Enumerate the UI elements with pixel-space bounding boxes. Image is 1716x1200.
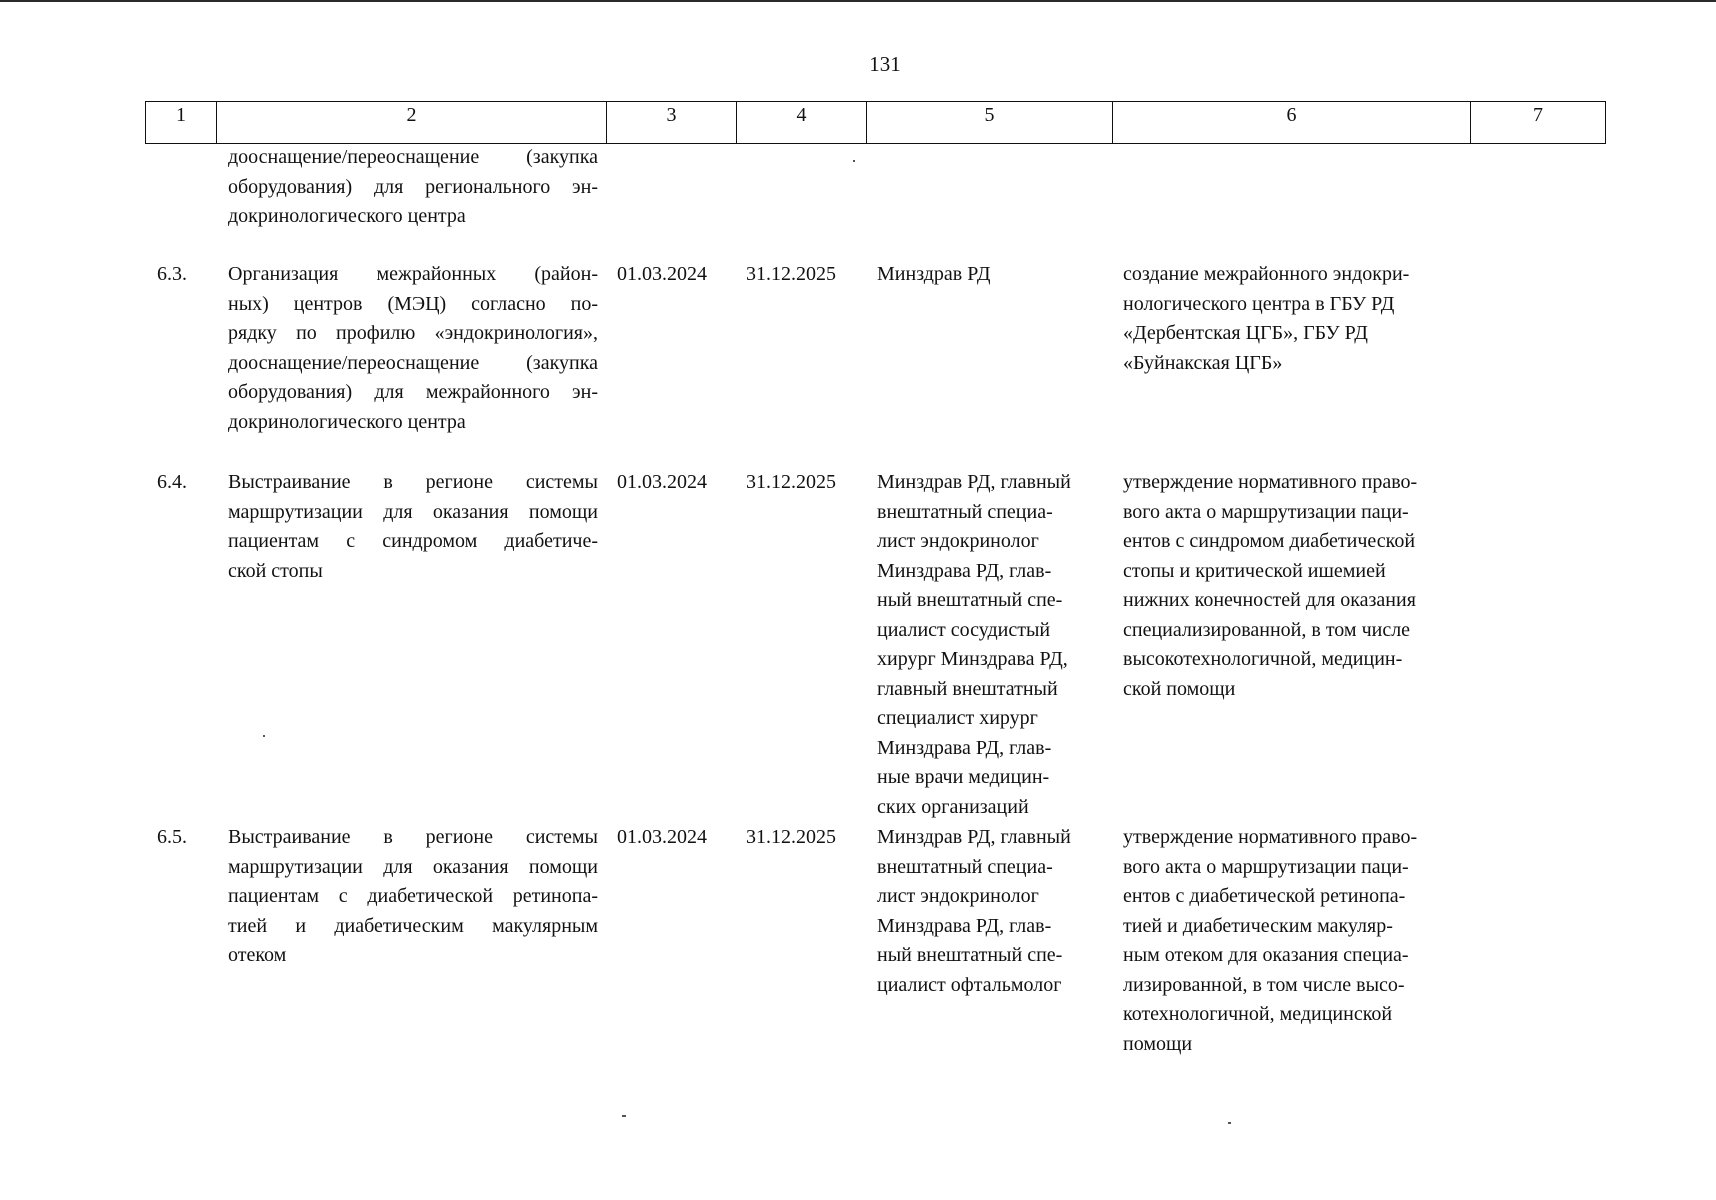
row-result	[1123, 260, 1468, 378]
executor-line: хирург Минздрава РД,	[877, 648, 1068, 670]
column-header-7: 7	[1471, 102, 1606, 144]
row-number: 6.4.	[157, 471, 187, 493]
result-line: «Дербентская ЦГБ», ГБУ РД	[1123, 322, 1368, 344]
executor-line: Минздрав РД, главный	[877, 471, 1071, 493]
result-line: утверждение нормативного право-	[1123, 826, 1418, 848]
column-header-3: 3	[607, 102, 737, 144]
end-date: 31.12.2025	[746, 263, 836, 285]
row-number: 6.5.	[157, 826, 187, 848]
scan-speck	[263, 735, 265, 737]
start-date: 01.03.2024	[617, 263, 707, 285]
scan-edge	[0, 0, 1716, 2]
executor-line: внештатный специа-	[877, 855, 1053, 878]
result-line: тией и диабетическим макуляр-	[1123, 914, 1393, 937]
result-line: котехнологичной, медицинской	[1123, 1003, 1393, 1025]
result-line: нижних конечностей для оказания	[1123, 589, 1416, 611]
executor-line: Минздрав РД	[877, 263, 991, 285]
column-header-row	[146, 102, 1606, 144]
executor-line: лист эндокринолог	[877, 530, 1039, 552]
scan-speck	[1228, 1122, 1231, 1124]
description-line: рядку по профилю «эндокринология»,	[228, 322, 598, 344]
column-header-table	[145, 101, 1606, 144]
executor-line: циалист офтальмолог	[877, 973, 1062, 996]
row-number: 6.3.	[157, 263, 187, 285]
result-line: специализированной, в том числе	[1123, 618, 1411, 641]
result-line: утверждение нормативного право-	[1123, 471, 1418, 493]
row-description	[228, 468, 598, 586]
result-line: стопы и критической ишемией	[1123, 559, 1386, 582]
executor-line: Минздрава РД, глав-	[877, 736, 1052, 759]
executor-line: Минздрав РД, главный	[877, 826, 1071, 848]
executor-line: циалист сосудистый	[877, 618, 1051, 641]
description-line: дооснащение/переоснащение (закупка	[228, 351, 598, 374]
executor-line: ный внештатный спе-	[877, 589, 1063, 611]
row-description	[228, 260, 598, 437]
result-line: нологического центра в ГБУ РД	[1123, 292, 1395, 315]
end-date: 31.12.2025	[746, 471, 836, 493]
result-line: ентов с синдромом диабетической	[1123, 530, 1416, 552]
column-header-4: 4	[737, 102, 867, 144]
column-header-2: 2	[217, 102, 607, 144]
column-header-1: 1	[146, 102, 217, 144]
start-date: 01.03.2024	[617, 826, 707, 848]
description-line: тией и диабетическим макулярным	[228, 914, 598, 937]
executor-line: ских организаций	[877, 795, 1029, 818]
executor-line: внештатный специа-	[877, 500, 1053, 523]
result-line: высокотехнологичной, медицин-	[1123, 648, 1403, 670]
result-line: ентов с диабетической ретинопа-	[1123, 885, 1406, 907]
row-executor	[877, 823, 1112, 1000]
executor-line: ные врачи медицин-	[877, 766, 1050, 788]
executor-line: Минздрава РД, глав-	[877, 914, 1052, 937]
description-line: докринологического центра	[228, 205, 466, 227]
description-line: маршрутизации для оказания помощи	[228, 500, 598, 523]
description-line: отеком	[228, 944, 287, 966]
result-line: ской помощи	[1123, 677, 1236, 700]
executor-line: специалист хирург	[877, 707, 1038, 729]
description-line: оборудования) для межрайонного эн-	[228, 381, 598, 403]
result-line: «Буйнакская ЦГБ»	[1123, 351, 1283, 374]
description-line: пациентам с синдромом диабетиче-	[228, 530, 598, 552]
executor-line: главный внештатный	[877, 677, 1058, 700]
description-line: докринологического центра	[228, 410, 466, 433]
result-line: создание межрайонного эндокри-	[1123, 263, 1410, 285]
description-line: Выстраивание в регионе системы	[228, 471, 598, 493]
executor-line: ный внештатный спе-	[877, 944, 1063, 966]
row-result	[1123, 823, 1468, 1059]
result-line: лизированной, в том числе высо-	[1123, 973, 1405, 996]
result-line: помощи	[1123, 1032, 1193, 1055]
row-executor	[877, 468, 1112, 822]
result-line: вого акта о маршрутизации паци-	[1123, 500, 1409, 523]
description-line: Организация межрайонных (район-	[228, 263, 598, 285]
scan-speck	[853, 160, 855, 162]
description-line: дооснащение/переоснащение (закупка	[228, 146, 598, 168]
column-header-6: 6	[1113, 102, 1471, 144]
page-number: 131	[869, 52, 901, 76]
result-line: ным отеком для оказания специа-	[1123, 944, 1409, 966]
description-line: ных) центров (МЭЦ) согласно по-	[228, 292, 598, 315]
end-date: 31.12.2025	[746, 826, 836, 848]
continuation-description	[228, 143, 598, 232]
row-description	[228, 823, 598, 971]
row-executor	[877, 260, 1112, 290]
description-line: ской стопы	[228, 559, 323, 582]
row-result	[1123, 468, 1468, 704]
description-line: Выстраивание в регионе системы	[228, 826, 598, 848]
executor-line: Минздрава РД, глав-	[877, 559, 1052, 582]
column-header-5: 5	[867, 102, 1113, 144]
start-date: 01.03.2024	[617, 471, 707, 493]
scan-speck	[622, 1115, 626, 1117]
executor-line: лист эндокринолог	[877, 885, 1039, 907]
result-line: вого акта о маршрутизации паци-	[1123, 855, 1409, 878]
description-line: пациентам с диабетической ретинопа-	[228, 885, 598, 907]
description-line: оборудования) для регионального эн-	[228, 175, 598, 198]
description-line: маршрутизации для оказания помощи	[228, 855, 598, 878]
